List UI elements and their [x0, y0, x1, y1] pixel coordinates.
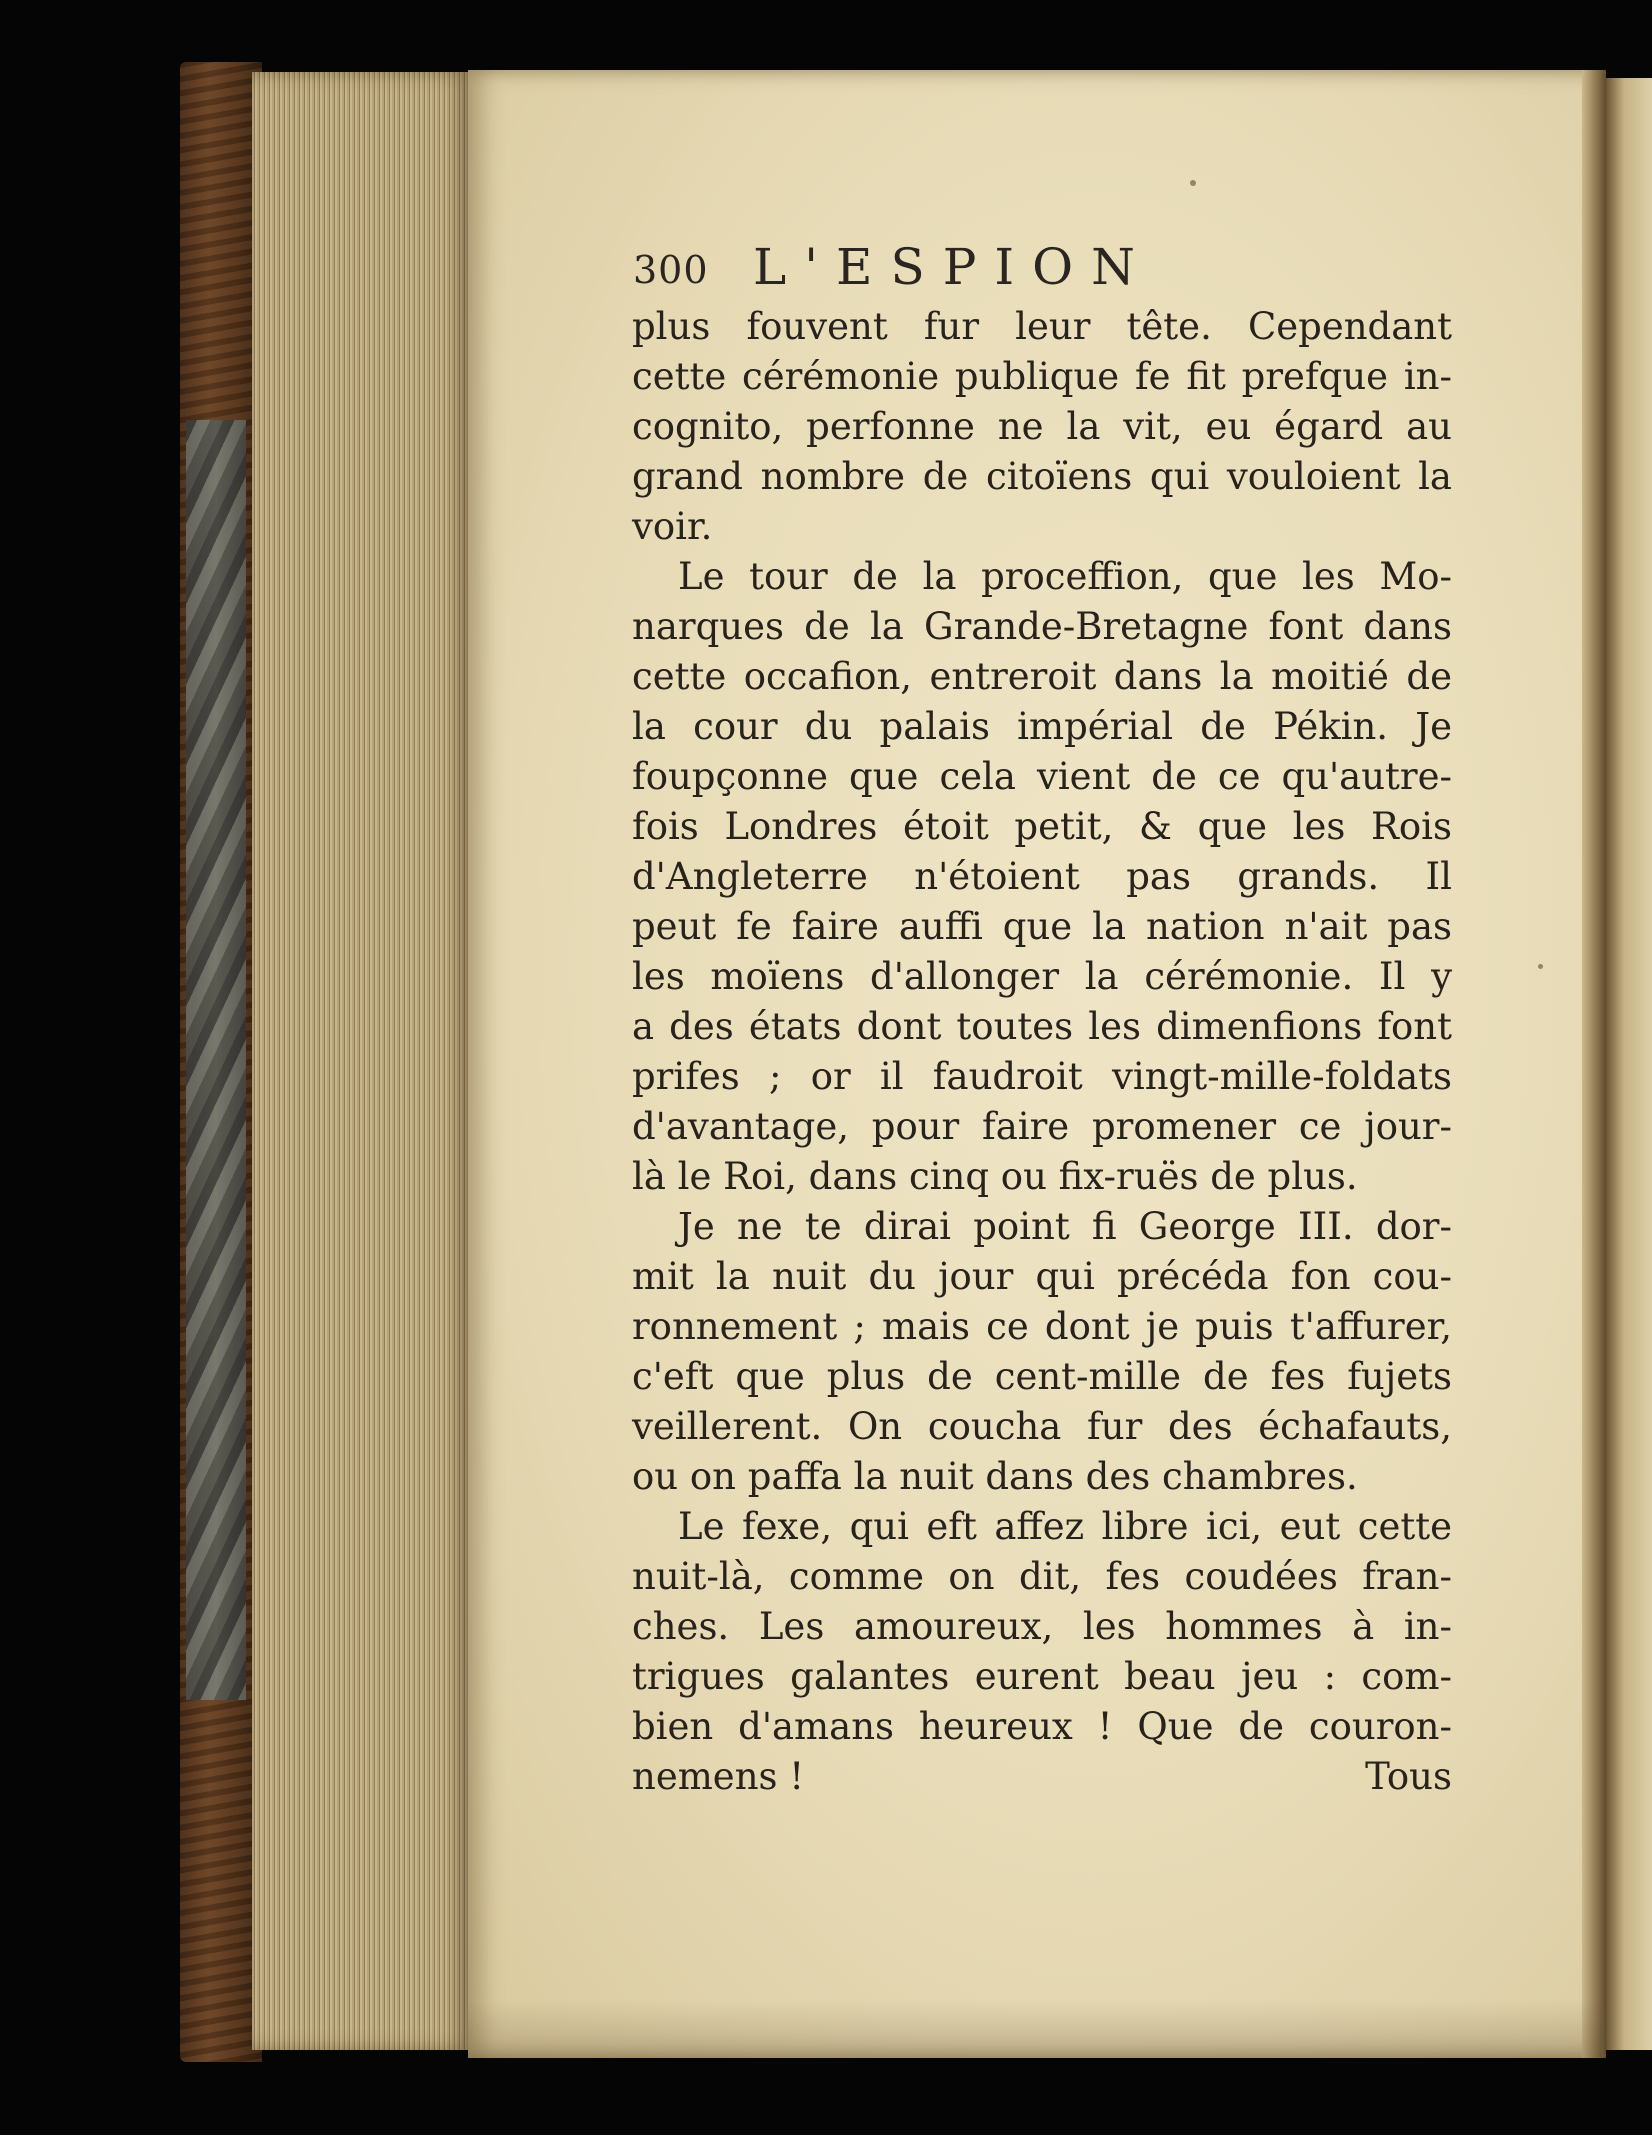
- marbled-cover-panel: [186, 420, 246, 1700]
- text-line: a des états dont toutes les dimenfions font: [632, 1005, 1452, 1048]
- text-line: la cour du palais impérial de Pékin. Je: [632, 705, 1452, 748]
- final-line-with-catchword: [632, 1752, 1452, 1802]
- paragraph: [632, 1502, 1452, 1802]
- text-line: d'avantage, pour faire promener ce jour-: [632, 1105, 1452, 1148]
- facing-page-edge: [1606, 78, 1652, 2050]
- text-line: ronnement ; mais ce dont je puis t'affurer,: [632, 1305, 1452, 1348]
- text-line: peut fe faire auffi que la nation n'ait pas: [632, 905, 1452, 948]
- paragraph: [632, 302, 1452, 552]
- text-line: foupçonne que cela vient de ce qu'autre-: [632, 755, 1452, 798]
- text-line: veillerent. On coucha fur des échafauts,: [632, 1405, 1452, 1448]
- text-line: prifes ; or il faudroit vingt-mille-foldats: [632, 1055, 1452, 1098]
- text-line: voir.: [632, 505, 713, 548]
- text-line: c'eft que plus de cent-mille de fes fujets: [632, 1355, 1452, 1398]
- text-line: bien d'amans heureux ! Que de couron-: [632, 1705, 1452, 1748]
- text-line: narques de la Grande-Bretagne font dans: [632, 605, 1452, 648]
- text-line: fois Londres étoit petit, & que les Rois: [632, 805, 1452, 848]
- page-shadow: [468, 2000, 1602, 2058]
- text-line: les moïens d'allonger la cérémonie. Il y: [632, 955, 1452, 998]
- text-line: Le fexe, qui eft affez libre ici, eut cette: [678, 1505, 1452, 1548]
- text-line: nuit-là, comme on dit, fes coudées fran-: [632, 1555, 1452, 1598]
- book-gutter: [1582, 70, 1606, 2058]
- paragraph: [632, 1202, 1452, 1502]
- text-line: nemens !: [632, 1755, 805, 1798]
- text-line: plus fouvent fur leur tête. Cependant: [632, 305, 1452, 348]
- page-number: 300: [633, 248, 709, 292]
- text-line: cette cérémonie publique fe fit prefque in-: [632, 355, 1452, 398]
- text-line: trigues galantes eurent beau jeu : com-: [632, 1655, 1452, 1698]
- paragraph: [632, 552, 1452, 1202]
- paper-speck: [1190, 180, 1196, 186]
- text-line: Je ne te dirai point fi George III. dor-: [678, 1205, 1452, 1248]
- paper-speck: [1538, 964, 1543, 969]
- text-line: cognito, perfonne ne la vit, eu égard au: [632, 405, 1452, 448]
- text-line: grand nombre de citoïens qui vouloient la: [632, 455, 1452, 498]
- page-edges: [252, 72, 470, 2050]
- catchword: Tous: [1365, 1755, 1452, 1798]
- text-line: cette occafion, entreroit dans la moitié de: [632, 655, 1452, 698]
- text-line: là le Roi, dans cinq ou fix-ruës de plus.: [632, 1155, 1358, 1198]
- text-line: ou on paffa la nuit dans des chambres.: [632, 1455, 1358, 1498]
- body-text: [632, 302, 1452, 1802]
- running-title: L'ESPION: [753, 238, 1153, 296]
- text-line: d'Angleterre n'étoient pas grands. Il: [632, 855, 1452, 898]
- text-line: ches. Les amoureux, les hommes à in-: [632, 1605, 1452, 1648]
- text-line: mit la nuit du jour qui précéda fon cou-: [632, 1255, 1452, 1298]
- text-line: Le tour de la proceffion, que les Mo-: [678, 555, 1452, 598]
